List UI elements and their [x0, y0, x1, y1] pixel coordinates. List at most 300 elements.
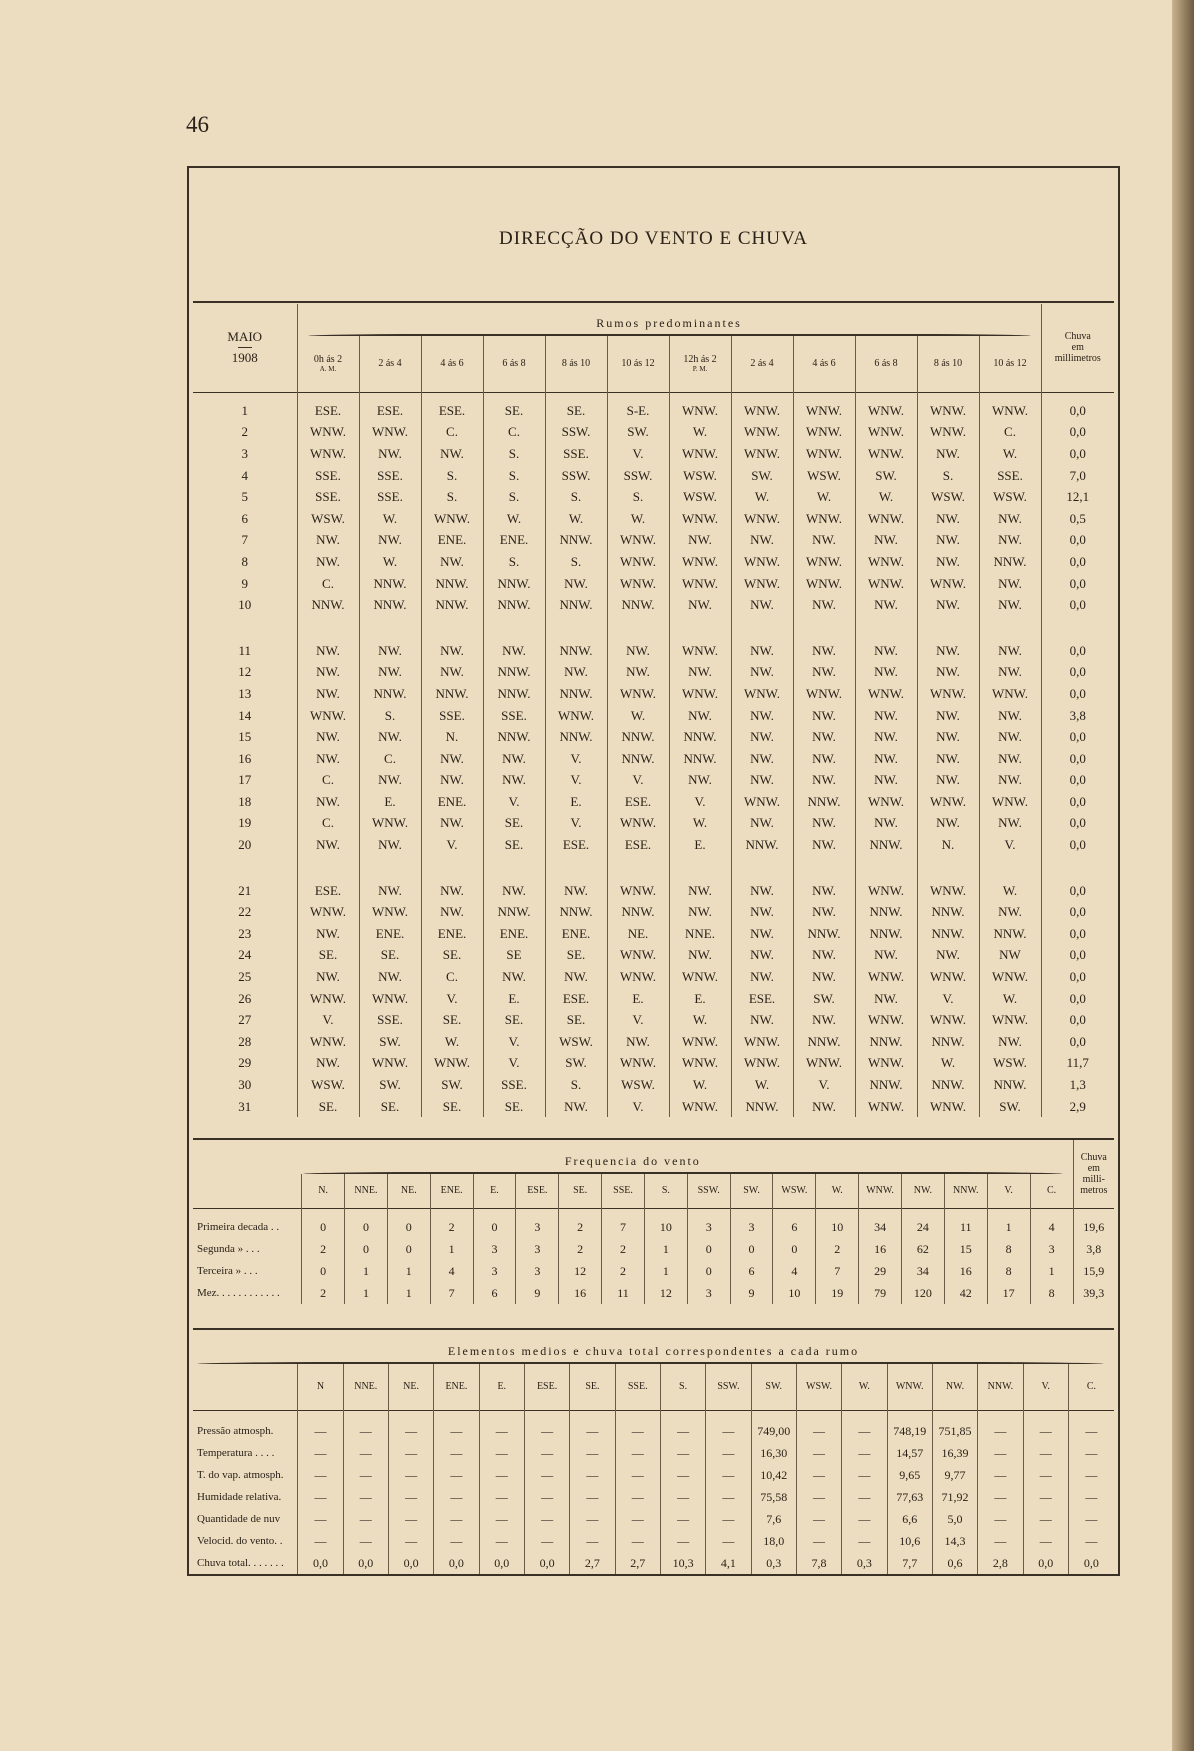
- day-number: 16: [238, 750, 252, 766]
- elementos-value: —: [570, 1486, 615, 1508]
- chuva-value: 0,0: [1041, 551, 1114, 573]
- elementos-value: —: [298, 1486, 343, 1508]
- frequencia-value: 3: [687, 1216, 730, 1238]
- gap-cell: [731, 856, 793, 880]
- wind-direction-cell: V.: [669, 791, 731, 813]
- wind-direction-cell: NW.: [731, 813, 793, 835]
- elementos-value: 5,0: [932, 1508, 977, 1530]
- elementos-value: —: [1068, 1530, 1114, 1552]
- elementos-value: —: [1023, 1464, 1068, 1486]
- elementos-value: —: [298, 1508, 343, 1530]
- frequencia-row: [193, 1260, 1114, 1282]
- day-row: [193, 683, 1114, 705]
- wind-direction-cell: NW.: [917, 813, 979, 835]
- frequencia-value: 9: [516, 1282, 559, 1304]
- spacer-cell: [298, 1410, 343, 1420]
- wind-direction-cell: NW.: [731, 880, 793, 902]
- day-row: [193, 1096, 1114, 1118]
- chuva-header-line: Chuva: [1064, 331, 1091, 343]
- frequencia-value: 42: [944, 1282, 987, 1304]
- spacer-cell: [516, 1208, 559, 1216]
- wind-direction-cell: WNW.: [855, 791, 917, 813]
- spacer-cell: [388, 1410, 433, 1420]
- day-row: [193, 966, 1114, 988]
- wind-direction-cell: S.: [421, 486, 483, 508]
- wind-direction-cell: SSE.: [359, 465, 421, 487]
- wind-direction-cell: WNW.: [855, 422, 917, 444]
- wind-direction-cell: NNW.: [917, 923, 979, 945]
- chuva-header-line: Chuva: [1080, 1151, 1107, 1163]
- frequencia-value: 24: [902, 1216, 945, 1238]
- wind-direction-cell: NW.: [979, 770, 1041, 792]
- wind-direction-cell: NW.: [607, 662, 669, 684]
- wind-direction-cell: WNW.: [359, 988, 421, 1010]
- spacer-cell: [859, 1208, 902, 1216]
- wind-direction-cell: WNW.: [607, 966, 669, 988]
- wind-direction-cell: WNW.: [421, 508, 483, 530]
- frequencia-value: 16: [859, 1238, 902, 1260]
- wind-direction-cell: NE.: [607, 923, 669, 945]
- wind-direction-cell: NW.: [855, 770, 917, 792]
- rumos-body: [193, 400, 1114, 1117]
- chuva-header-line: metros: [1080, 1184, 1108, 1196]
- elementos-value: 0,6: [932, 1552, 977, 1574]
- elementos-value: —: [388, 1530, 433, 1552]
- elementos-value: —: [434, 1442, 479, 1464]
- elementos-value: —: [1068, 1508, 1114, 1530]
- wind-direction-cell: SSW.: [607, 465, 669, 487]
- elementos-group-title: Elementos medios e chuva total correspondentes a cada rumo: [447, 1344, 860, 1358]
- frequencia-value: 15: [944, 1238, 987, 1260]
- frequencia-value: 12: [644, 1282, 687, 1304]
- row-label-header: [193, 1174, 302, 1208]
- wind-direction-cell: NW.: [607, 640, 669, 662]
- rumos-table: [193, 304, 1114, 1117]
- elementos-value: —: [479, 1486, 524, 1508]
- wind-direction-cell: WNW.: [607, 945, 669, 967]
- chuva-value: 0,0: [1041, 726, 1114, 748]
- frequencia-value: 79: [859, 1282, 902, 1304]
- hour-header: 6 ás 8: [483, 336, 545, 392]
- wind-direction-cell: ENE.: [483, 530, 545, 552]
- elementos-value: —: [615, 1508, 660, 1530]
- wind-direction-cell: SE.: [545, 400, 607, 422]
- chuva-value: 0,0: [1041, 945, 1114, 967]
- wind-direction-cell: W.: [607, 705, 669, 727]
- chuva-value: 11,7: [1041, 1053, 1114, 1075]
- wind-direction-cell: SE.: [421, 945, 483, 967]
- spacer-cell: [902, 1208, 945, 1216]
- day-number: 31: [238, 1098, 252, 1114]
- frequencia-value: 15,9: [1073, 1260, 1114, 1282]
- wind-direction-cell: NW.: [917, 770, 979, 792]
- day-row: [193, 705, 1114, 727]
- elementos-value: —: [388, 1464, 433, 1486]
- wind-direction-cell: WNW.: [917, 1096, 979, 1118]
- wind-direction-cell: NW: [979, 945, 1041, 967]
- elementos-value: —: [706, 1508, 751, 1530]
- wind-direction-cell: NW.: [421, 640, 483, 662]
- elementos-value: —: [434, 1530, 479, 1552]
- spacer-cell: [434, 1410, 479, 1420]
- wind-direction-cell: E.: [669, 988, 731, 1010]
- table-frame: [187, 166, 1120, 1576]
- wind-direction-cell: SE.: [483, 1009, 545, 1031]
- wind-direction-cell: WNW.: [607, 530, 669, 552]
- wind-direction-cell: NNW.: [607, 726, 669, 748]
- wind-direction-cell: WNW.: [855, 443, 917, 465]
- wind-direction-cell: SW.: [731, 465, 793, 487]
- wind-direction-cell: SW.: [979, 1096, 1041, 1118]
- wind-direction-cell: NW.: [359, 530, 421, 552]
- wind-direction-cell: NNW.: [545, 901, 607, 923]
- elementos-value: 14,57: [887, 1442, 932, 1464]
- frequencia-value: 10: [773, 1282, 816, 1304]
- elementos-value: —: [298, 1442, 343, 1464]
- wind-direction-cell: S.: [421, 465, 483, 487]
- wind-direction-cell: NW.: [917, 530, 979, 552]
- wind-direction-cell: NNW.: [607, 594, 669, 616]
- chuva-value: 0,0: [1041, 683, 1114, 705]
- frequencia-value: 9: [730, 1282, 773, 1304]
- frequencia-value: 0: [473, 1216, 516, 1238]
- direction-column-header: SE.: [559, 1174, 602, 1208]
- day-number: 15: [238, 729, 252, 745]
- gap-cell: [855, 616, 917, 640]
- wind-direction-cell: NW.: [359, 834, 421, 856]
- wind-direction-cell: NNW.: [979, 923, 1041, 945]
- wind-direction-cell: NNW.: [545, 530, 607, 552]
- wind-direction-cell: NW.: [421, 813, 483, 835]
- wind-direction-cell: NW.: [731, 945, 793, 967]
- wind-direction-cell: NW.: [979, 594, 1041, 616]
- wind-direction-cell: WSW.: [917, 486, 979, 508]
- wind-direction-cell: ENE.: [359, 923, 421, 945]
- elementos-value: —: [570, 1420, 615, 1442]
- frequencia-value: 0: [387, 1238, 430, 1260]
- year-label: 1908: [231, 350, 258, 366]
- frequencia-value: 1: [387, 1282, 430, 1304]
- page-title: DIRECÇÃO DO VENTO E CHUVA: [499, 228, 808, 249]
- elementos-value: —: [388, 1508, 433, 1530]
- wind-direction-cell: S.: [359, 705, 421, 727]
- chuva-value: 0,0: [1041, 988, 1114, 1010]
- elementos-row: [193, 1420, 1114, 1442]
- wind-direction-cell: SSE.: [421, 705, 483, 727]
- wind-direction-cell: SSE.: [359, 1009, 421, 1031]
- wind-direction-cell: S.: [545, 551, 607, 573]
- wind-direction-cell: W.: [359, 508, 421, 530]
- hour-header: 2 ás 4: [731, 336, 793, 392]
- elementos-value: —: [298, 1420, 343, 1442]
- elementos-value: —: [796, 1420, 841, 1442]
- spacer-cell: [602, 1208, 645, 1216]
- frequencia-value: 1: [1030, 1260, 1073, 1282]
- elementos-value: 4,1: [706, 1552, 751, 1574]
- wind-direction-cell: NNW.: [855, 834, 917, 856]
- frequencia-value: 2: [559, 1238, 602, 1260]
- frequencia-value: 0: [730, 1238, 773, 1260]
- elementos-row-label: Velocid. do vento. .: [197, 1535, 283, 1547]
- elementos-value: —: [388, 1420, 433, 1442]
- wind-direction-cell: WSW.: [297, 1074, 359, 1096]
- wind-direction-cell: WNW.: [917, 573, 979, 595]
- gap-cell: [1041, 856, 1114, 880]
- wind-direction-cell: NNW.: [855, 923, 917, 945]
- elementos-value: —: [388, 1486, 433, 1508]
- wind-direction-cell: NW.: [793, 966, 855, 988]
- elementos-value: —: [660, 1420, 705, 1442]
- chuva-header: [1041, 304, 1114, 392]
- wind-direction-cell: NW.: [979, 726, 1041, 748]
- wind-direction-cell: NW.: [421, 551, 483, 573]
- chuva-value: 12,1: [1041, 486, 1114, 508]
- elementos-value: —: [978, 1464, 1023, 1486]
- elementos-row-label: Chuva total. . . . . . .: [197, 1557, 284, 1569]
- wind-direction-cell: S.: [483, 551, 545, 573]
- wind-direction-cell: WNW.: [669, 443, 731, 465]
- wind-direction-cell: NW.: [669, 770, 731, 792]
- spacer-cell: [944, 1208, 987, 1216]
- wind-direction-cell: WNW.: [297, 988, 359, 1010]
- wind-direction-cell: SE.: [359, 945, 421, 967]
- wind-direction-cell: NW.: [979, 705, 1041, 727]
- frequencia-value: 2: [302, 1282, 345, 1304]
- elementos-value: —: [298, 1530, 343, 1552]
- elementos-value: 18,0: [751, 1530, 796, 1552]
- wind-direction-cell: NW.: [731, 901, 793, 923]
- elementos-value: —: [706, 1420, 751, 1442]
- wind-direction-cell: NNW.: [855, 901, 917, 923]
- book-spine-edge: [1172, 0, 1194, 1751]
- elementos-value: —: [706, 1464, 751, 1486]
- elementos-value: —: [842, 1442, 887, 1464]
- wind-direction-cell: V.: [607, 1009, 669, 1031]
- hour-header-row: [193, 336, 1114, 392]
- wind-direction-cell: WNW.: [669, 1096, 731, 1118]
- day-number: 30: [238, 1077, 252, 1093]
- wind-direction-cell: NW.: [855, 945, 917, 967]
- elementos-value: —: [706, 1442, 751, 1464]
- chuva-value: 0,0: [1041, 813, 1114, 835]
- elementos-value: —: [660, 1464, 705, 1486]
- wind-direction-cell: NNW.: [917, 901, 979, 923]
- wind-direction-cell: SSE.: [979, 465, 1041, 487]
- elementos-value: —: [1023, 1508, 1068, 1530]
- spacer-cell: [816, 1208, 859, 1216]
- elementos-value: —: [1068, 1464, 1114, 1486]
- spacer-cell: [387, 1208, 430, 1216]
- day-row: [193, 880, 1114, 902]
- wind-direction-cell: SW.: [359, 1031, 421, 1053]
- frequencia-value: 0: [687, 1260, 730, 1282]
- day-row: [193, 770, 1114, 792]
- elementos-value: —: [842, 1486, 887, 1508]
- wind-direction-cell: NW.: [483, 966, 545, 988]
- wind-direction-cell: NW.: [297, 966, 359, 988]
- wind-direction-cell: W.: [669, 1074, 731, 1096]
- elementos-value: —: [1023, 1442, 1068, 1464]
- chuva-header-line: milli-: [1082, 1173, 1105, 1185]
- spacer-cell: [570, 1410, 615, 1420]
- wind-direction-cell: NW.: [483, 770, 545, 792]
- wind-direction-cell: NW.: [421, 880, 483, 902]
- frequencia-value: 16: [944, 1260, 987, 1282]
- elementos-value: —: [978, 1508, 1023, 1530]
- elementos-value: —: [343, 1486, 388, 1508]
- elementos-value: —: [660, 1530, 705, 1552]
- elementos-value: —: [479, 1530, 524, 1552]
- elementos-value: —: [615, 1420, 660, 1442]
- wind-direction-cell: NW.: [979, 573, 1041, 595]
- wind-direction-cell: W.: [793, 486, 855, 508]
- direction-column-header: WNW.: [887, 1364, 932, 1410]
- wind-direction-cell: NW.: [669, 594, 731, 616]
- chuva-value: 0,0: [1041, 1031, 1114, 1053]
- wind-direction-cell: SW.: [359, 1074, 421, 1096]
- frequencia-value: 0: [302, 1260, 345, 1282]
- hour-header: 8 ás 10: [545, 336, 607, 392]
- wind-direction-cell: NW.: [297, 748, 359, 770]
- wind-direction-cell: NNW.: [917, 1074, 979, 1096]
- frequencia-value: 34: [859, 1216, 902, 1238]
- elementos-value: —: [343, 1508, 388, 1530]
- elementos-value: —: [479, 1464, 524, 1486]
- direction-column-header: SW.: [730, 1174, 773, 1208]
- elementos-value: —: [978, 1486, 1023, 1508]
- elementos-value: —: [524, 1442, 569, 1464]
- frequencia-value: 6: [730, 1260, 773, 1282]
- wind-direction-cell: ESE.: [297, 880, 359, 902]
- spacer-cell: [524, 1410, 569, 1420]
- wind-direction-cell: SW.: [607, 422, 669, 444]
- direction-column-header: N.: [302, 1174, 345, 1208]
- frequencia-value: 7: [816, 1260, 859, 1282]
- wind-direction-cell: WNW.: [855, 880, 917, 902]
- gap-cell: [193, 616, 297, 640]
- wind-direction-cell: NW.: [855, 726, 917, 748]
- wind-direction-cell: NW.: [855, 988, 917, 1010]
- gap-cell: [607, 616, 669, 640]
- wind-direction-cell: WNW.: [855, 1096, 917, 1118]
- wind-direction-cell: NW.: [793, 530, 855, 552]
- frequencia-value: 11: [944, 1216, 987, 1238]
- wind-direction-cell: NW.: [793, 834, 855, 856]
- wind-direction-cell: WNW.: [297, 901, 359, 923]
- gap-cell: [483, 616, 545, 640]
- wind-direction-cell: NW.: [793, 813, 855, 835]
- frequencia-value: 1: [430, 1238, 473, 1260]
- direction-column-header: ESE.: [524, 1364, 569, 1410]
- wind-direction-cell: NNW.: [979, 551, 1041, 573]
- wind-direction-cell: WSW.: [979, 1053, 1041, 1075]
- hour-header: 6 ás 8: [855, 336, 917, 392]
- spacer-cell: [751, 1410, 796, 1420]
- wind-direction-cell: NW.: [731, 594, 793, 616]
- wind-direction-cell: WNW.: [731, 443, 793, 465]
- spacer-cell: [706, 1410, 751, 1420]
- day-number: 13: [238, 685, 252, 701]
- frequencia-value: 2: [602, 1238, 645, 1260]
- wind-direction-cell: V.: [545, 813, 607, 835]
- chuva-value: 3,8: [1041, 705, 1114, 727]
- frequencia-value: 0: [302, 1216, 345, 1238]
- elementos-value: 0,0: [1023, 1552, 1068, 1574]
- frequencia-column-header-row: [193, 1174, 1114, 1208]
- wind-direction-cell: WNW.: [855, 573, 917, 595]
- chuva-header-line: em: [1087, 1162, 1100, 1174]
- wind-direction-cell: S.: [483, 465, 545, 487]
- wind-direction-cell: S.: [607, 486, 669, 508]
- wind-direction-cell: NW.: [297, 640, 359, 662]
- wind-direction-cell: W.: [421, 1031, 483, 1053]
- wind-direction-cell: NNW.: [483, 683, 545, 705]
- wind-direction-cell: NW.: [731, 662, 793, 684]
- day-row: [193, 551, 1114, 573]
- gap-cell: [669, 856, 731, 880]
- direction-column-header: NNW.: [978, 1364, 1023, 1410]
- wind-direction-cell: NW.: [359, 726, 421, 748]
- wind-direction-cell: V.: [545, 770, 607, 792]
- elementos-value: —: [615, 1530, 660, 1552]
- chuva-value: 0,0: [1041, 422, 1114, 444]
- direction-column-header: NW.: [902, 1174, 945, 1208]
- wind-direction-cell: NNW.: [607, 901, 669, 923]
- wind-direction-cell: S.: [483, 486, 545, 508]
- wind-direction-cell: SE.: [297, 1096, 359, 1118]
- wind-direction-cell: WNW.: [979, 791, 1041, 813]
- month-year-header: [193, 304, 297, 392]
- wind-direction-cell: NW.: [421, 770, 483, 792]
- wind-direction-cell: WNW.: [607, 551, 669, 573]
- direction-column-header: E.: [473, 1174, 516, 1208]
- frequencia-value: 8: [987, 1238, 1030, 1260]
- elementos-value: 0,0: [434, 1552, 479, 1574]
- spacer-cell: [193, 1410, 298, 1420]
- frequencia-value: 19: [816, 1282, 859, 1304]
- direction-column-header: E.: [479, 1364, 524, 1410]
- wind-direction-cell: WNW.: [917, 683, 979, 705]
- wind-direction-cell: ENE.: [421, 791, 483, 813]
- wind-direction-cell: W.: [669, 422, 731, 444]
- day-number: 5: [241, 489, 248, 505]
- elementos-value: —: [1068, 1486, 1114, 1508]
- hour-header: 4 ás 6: [793, 336, 855, 392]
- wind-direction-cell: SW.: [545, 1053, 607, 1075]
- day-row: [193, 1031, 1114, 1053]
- elementos-value: —: [479, 1442, 524, 1464]
- frequencia-value: 2: [302, 1238, 345, 1260]
- frequencia-value: 16: [559, 1282, 602, 1304]
- wind-direction-cell: W.: [669, 1009, 731, 1031]
- wind-direction-cell: NNW.: [297, 594, 359, 616]
- day-number: 9: [241, 575, 248, 591]
- wind-direction-cell: WNW.: [855, 1053, 917, 1075]
- elementos-value: 2,7: [615, 1552, 660, 1574]
- frequencia-value: 6: [773, 1216, 816, 1238]
- elementos-value: 0,3: [751, 1552, 796, 1574]
- wind-direction-cell: C.: [483, 422, 545, 444]
- chuva-value: 0,0: [1041, 923, 1114, 945]
- wind-direction-cell: NW.: [731, 726, 793, 748]
- wind-direction-cell: SW.: [421, 1074, 483, 1096]
- direction-column-header: NNE.: [343, 1364, 388, 1410]
- wind-direction-cell: ENE.: [545, 923, 607, 945]
- day-number: 22: [238, 904, 252, 920]
- elementos-row: [193, 1552, 1114, 1574]
- wind-direction-cell: WNW.: [297, 1031, 359, 1053]
- elementos-value: —: [1068, 1442, 1114, 1464]
